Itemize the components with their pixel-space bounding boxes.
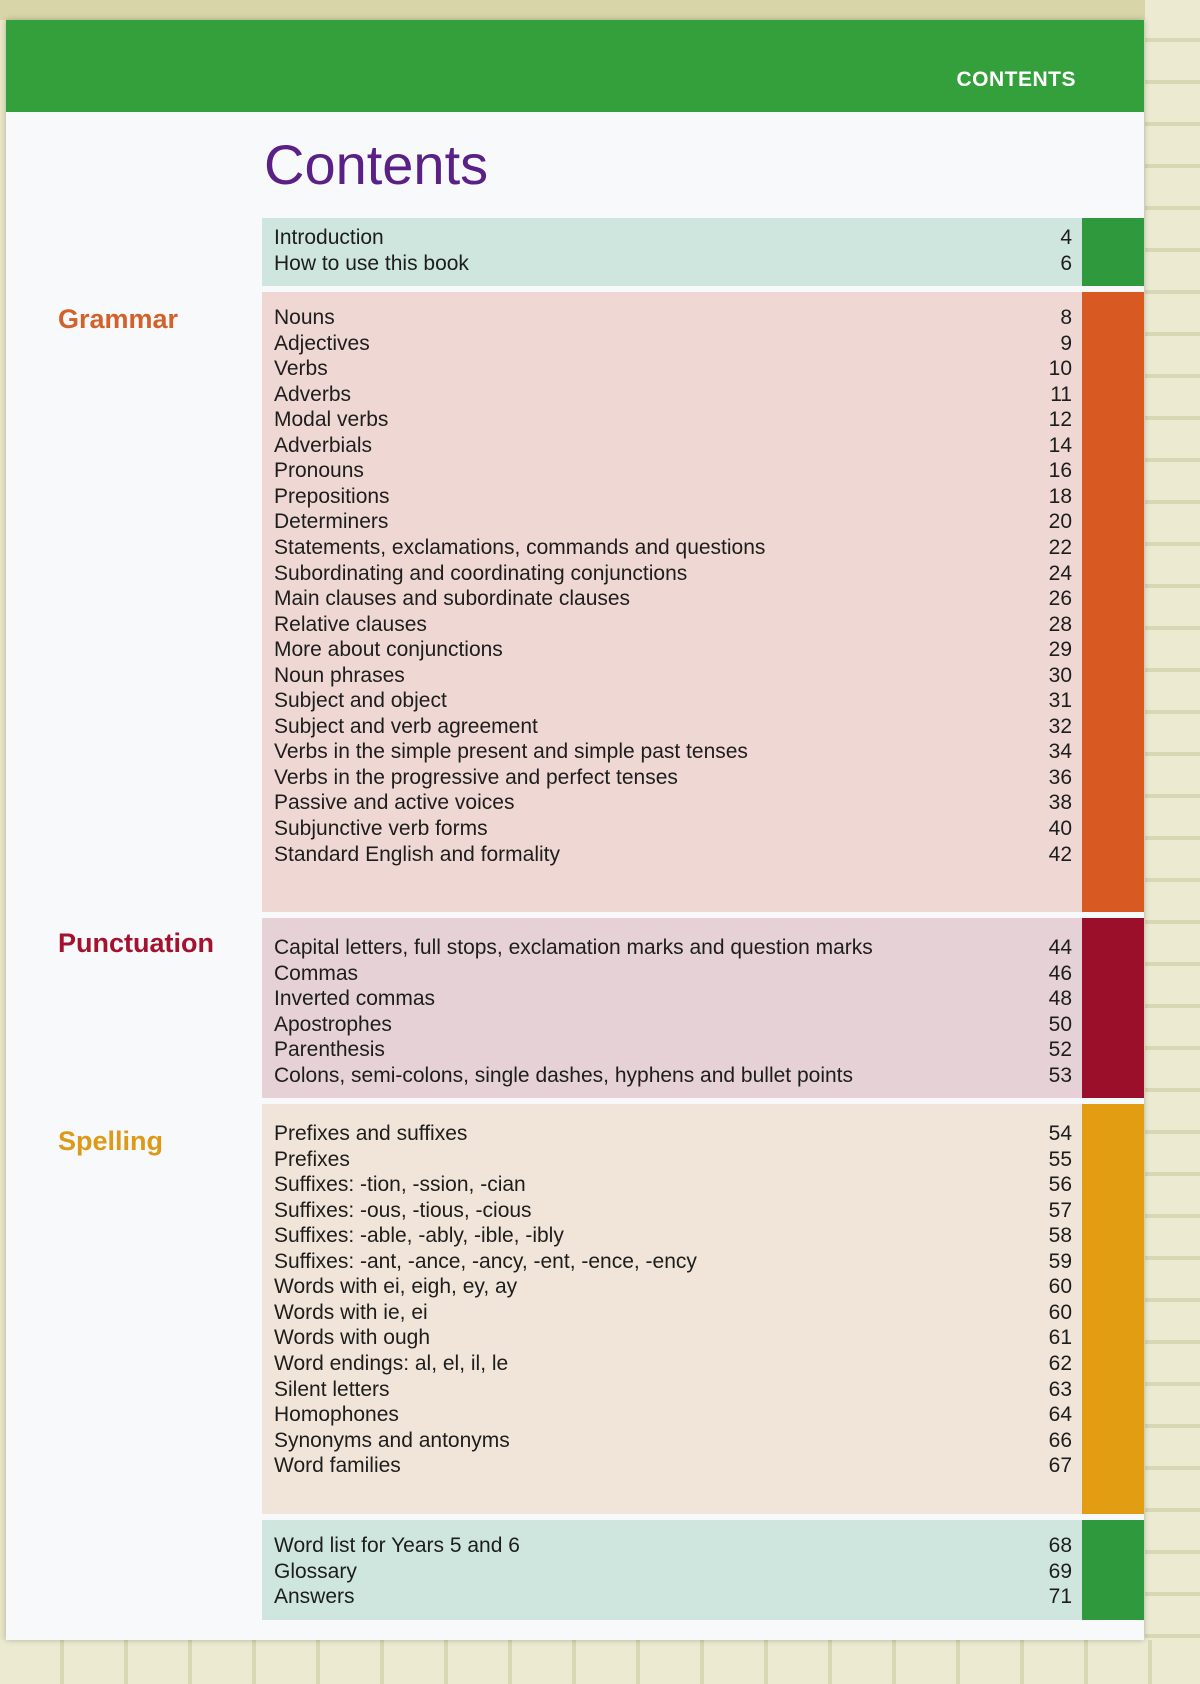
entry-page-number: 71 (1048, 1585, 1072, 1609)
entry-title: Adverbials (274, 433, 373, 457)
contents-row[interactable] (262, 383, 1082, 409)
contents-row[interactable] (262, 587, 1082, 613)
entry-title: Subject and verb agreement (274, 714, 538, 738)
entry-page-number: 50 (1048, 1012, 1072, 1036)
contents-row[interactable] (262, 1224, 1082, 1250)
entry-page-number: 44 (1048, 936, 1072, 959)
entry-title: Suffixes: -ous, -tious, -cious (274, 1198, 532, 1222)
entry-title: Word families (274, 1454, 401, 1478)
contents-row[interactable] (262, 843, 1082, 869)
contents-row[interactable] (262, 1122, 1082, 1148)
entry-page-number: 38 (1048, 791, 1072, 815)
entry-page-number: 54 (1048, 1122, 1072, 1145)
contents-row[interactable] (262, 332, 1082, 358)
entry-page-number: 69 (1048, 1559, 1072, 1583)
section-label-spelling: Spelling (58, 1126, 164, 1156)
contents-row[interactable] (262, 740, 1082, 766)
background-mat-right (1145, 0, 1200, 1684)
entry-title: Verbs in the simple present and simple past tenses (274, 740, 748, 764)
entry-page-number: 60 (1048, 1275, 1072, 1299)
contents-row[interactable] (262, 936, 1082, 962)
contents-row[interactable] (262, 817, 1082, 843)
entry-page-number: 29 (1048, 638, 1072, 662)
entry-page-number: 18 (1048, 484, 1072, 508)
section-intro (262, 218, 1082, 286)
entry-page-number: 30 (1048, 663, 1072, 687)
entry-page-number: 14 (1048, 433, 1072, 457)
contents-row[interactable] (262, 357, 1082, 383)
contents-row[interactable] (262, 226, 1082, 252)
entry-title: Words with ough (274, 1326, 431, 1350)
section-back (262, 1520, 1082, 1620)
entry-page-number: 68 (1048, 1534, 1072, 1557)
section-color-tab (1082, 292, 1144, 912)
entry-title: Words with ei, eigh, ey, ay (274, 1275, 518, 1299)
contents-row[interactable] (262, 638, 1082, 664)
entry-page-number: 66 (1048, 1428, 1072, 1452)
entry-page-number: 10 (1048, 357, 1072, 381)
entry-page-number: 9 (1060, 331, 1072, 355)
contents-row[interactable] (262, 459, 1082, 485)
section-spelling (262, 1104, 1082, 1514)
contents-row[interactable] (262, 987, 1082, 1013)
entry-page-number: 46 (1048, 961, 1072, 985)
entry-title: Verbs (274, 357, 328, 381)
entry-page-number: 61 (1048, 1326, 1072, 1350)
page-title: Contents (264, 133, 489, 196)
header-band (6, 20, 1144, 112)
entry-page-number: 52 (1048, 1038, 1072, 1062)
entry-title: Glossary (274, 1559, 357, 1583)
entry-title: Suffixes: -tion, -ssion, -cian (274, 1173, 526, 1197)
entry-title: Determiners (274, 510, 389, 534)
entry-title: Passive and active voices (274, 791, 515, 815)
section-punctuation (262, 918, 1082, 1098)
entry-title: Word endings: al, el, il, le (274, 1351, 509, 1375)
entry-page-number: 26 (1048, 587, 1072, 611)
contents-row[interactable] (262, 1429, 1082, 1455)
contents-row[interactable] (262, 536, 1082, 562)
entry-title: Prefixes and suffixes (274, 1122, 468, 1145)
entry-page-number: 34 (1048, 740, 1072, 764)
section-color-tab (1082, 1520, 1144, 1620)
entry-title: Synonyms and antonyms (274, 1428, 510, 1452)
entry-title: Prepositions (274, 484, 390, 508)
entry-title: Subordinating and coordinating conjunctions (274, 561, 688, 585)
entry-title: Noun phrases (274, 663, 405, 687)
entry-page-number: 67 (1048, 1454, 1072, 1478)
section-label-punctuation: Punctuation (58, 928, 214, 958)
entry-title: Suffixes: -ant, -ance, -ancy, -ent, -ence, -ency (274, 1249, 697, 1273)
contents-row[interactable] (262, 1454, 1082, 1480)
entry-title: How to use this book (274, 251, 469, 275)
contents-row[interactable] (262, 962, 1082, 988)
entry-title: Adverbs (274, 382, 352, 406)
contents-row[interactable] (262, 1064, 1082, 1090)
entry-title: Capital letters, full stops, exclamation marks and question marks (274, 936, 873, 959)
entry-title: Silent letters (274, 1377, 390, 1401)
contents-row[interactable] (262, 1013, 1082, 1039)
entry-title: Main clauses and subordinate clauses (274, 587, 631, 611)
background-mat-bottom (0, 1640, 1200, 1684)
entry-page-number: 6 (1060, 251, 1072, 275)
contents-row[interactable] (262, 1038, 1082, 1064)
entry-page-number: 4 (1060, 226, 1072, 249)
contents-row[interactable] (262, 1403, 1082, 1429)
entry-title: Words with ie, ei (274, 1300, 428, 1324)
contents-row[interactable] (262, 1275, 1082, 1301)
entry-title: Answers (274, 1585, 355, 1609)
contents-row[interactable] (262, 408, 1082, 434)
entry-title: Parenthesis (274, 1038, 385, 1062)
contents-row[interactable] (262, 1326, 1082, 1352)
entry-page-number: 40 (1048, 817, 1072, 840)
section-grammar (262, 292, 1082, 912)
contents-row[interactable] (262, 252, 1082, 278)
entry-page-number: 36 (1048, 765, 1072, 789)
entry-page-number: 12 (1048, 408, 1072, 432)
entry-title: Apostrophes (274, 1012, 392, 1036)
entry-title: Subject and object (274, 689, 447, 713)
entry-title: Modal verbs (274, 408, 389, 432)
entry-title: Colons, semi-colons, single dashes, hyphens and bullet points (274, 1063, 854, 1087)
entry-page-number: 57 (1048, 1198, 1072, 1222)
section-color-tab (1082, 1104, 1144, 1514)
contents-row[interactable] (262, 791, 1082, 817)
entry-page-number: 8 (1060, 306, 1072, 329)
entry-page-number: 22 (1048, 535, 1072, 559)
entry-page-number: 48 (1048, 987, 1072, 1011)
header-label: CONTENTS (956, 68, 1076, 91)
contents-row[interactable] (262, 664, 1082, 690)
entry-page-number: 28 (1048, 612, 1072, 636)
contents-row[interactable] (262, 1585, 1082, 1611)
contents-row[interactable] (262, 1250, 1082, 1276)
contents-row[interactable] (262, 1301, 1082, 1327)
contents-row[interactable] (262, 1173, 1082, 1199)
section-color-tab (1082, 218, 1144, 286)
book-page (6, 20, 1144, 1640)
entry-page-number: 31 (1048, 689, 1072, 713)
entry-title: Relative clauses (274, 612, 427, 636)
entry-title: Suffixes: -able, -ably, -ible, -ibly (274, 1224, 564, 1248)
entry-title: Homophones (274, 1403, 399, 1427)
entry-page-number: 24 (1048, 561, 1072, 585)
contents-row[interactable] (262, 1148, 1082, 1174)
entry-title: Prefixes (274, 1147, 350, 1171)
entry-title: Nouns (274, 306, 335, 329)
contents-row[interactable] (262, 715, 1082, 741)
entry-title: Commas (274, 961, 359, 985)
contents-row[interactable] (262, 485, 1082, 511)
entry-title: Inverted commas (274, 987, 436, 1011)
contents-row[interactable] (262, 613, 1082, 639)
entry-page-number: 60 (1048, 1300, 1072, 1324)
entry-page-number: 53 (1048, 1063, 1072, 1087)
contents-row[interactable] (262, 1199, 1082, 1225)
entry-title: Adjectives (274, 331, 370, 355)
entry-title: Pronouns (274, 459, 364, 483)
section-color-tab (1082, 918, 1144, 1098)
contents-row[interactable] (262, 766, 1082, 792)
contents-row[interactable] (262, 1560, 1082, 1586)
entry-page-number: 58 (1048, 1224, 1072, 1248)
contents-row[interactable] (262, 434, 1082, 460)
entry-page-number: 59 (1048, 1249, 1072, 1273)
entry-page-number: 56 (1048, 1173, 1072, 1197)
contents-row[interactable] (262, 689, 1082, 715)
entry-page-number: 62 (1048, 1351, 1072, 1375)
section-label-grammar: Grammar (58, 304, 179, 334)
entry-page-number: 11 (1050, 382, 1072, 406)
contents-row[interactable] (262, 1534, 1082, 1560)
entry-page-number: 55 (1048, 1147, 1072, 1171)
entry-page-number: 63 (1048, 1377, 1072, 1401)
entry-title: Statements, exclamations, commands and questions (274, 535, 766, 559)
entry-page-number: 42 (1048, 842, 1072, 866)
contents-row[interactable] (262, 1352, 1082, 1378)
contents-row[interactable] (262, 562, 1082, 588)
entry-page-number: 64 (1048, 1403, 1072, 1427)
entry-title: Subjunctive verb forms (274, 817, 488, 840)
entry-title: More about conjunctions (274, 638, 503, 662)
entry-title: Introduction (274, 226, 384, 249)
contents-row[interactable] (262, 510, 1082, 536)
contents-row[interactable] (262, 306, 1082, 332)
entry-title: Standard English and formality (274, 842, 560, 866)
background-mat-top (0, 0, 1200, 20)
entry-title: Verbs in the progressive and perfect tenses (274, 765, 678, 789)
contents-row[interactable] (262, 1378, 1082, 1404)
entry-page-number: 32 (1048, 714, 1072, 738)
entry-title: Word list for Years 5 and 6 (274, 1534, 520, 1557)
entry-page-number: 20 (1048, 510, 1072, 534)
entry-page-number: 16 (1048, 459, 1072, 483)
